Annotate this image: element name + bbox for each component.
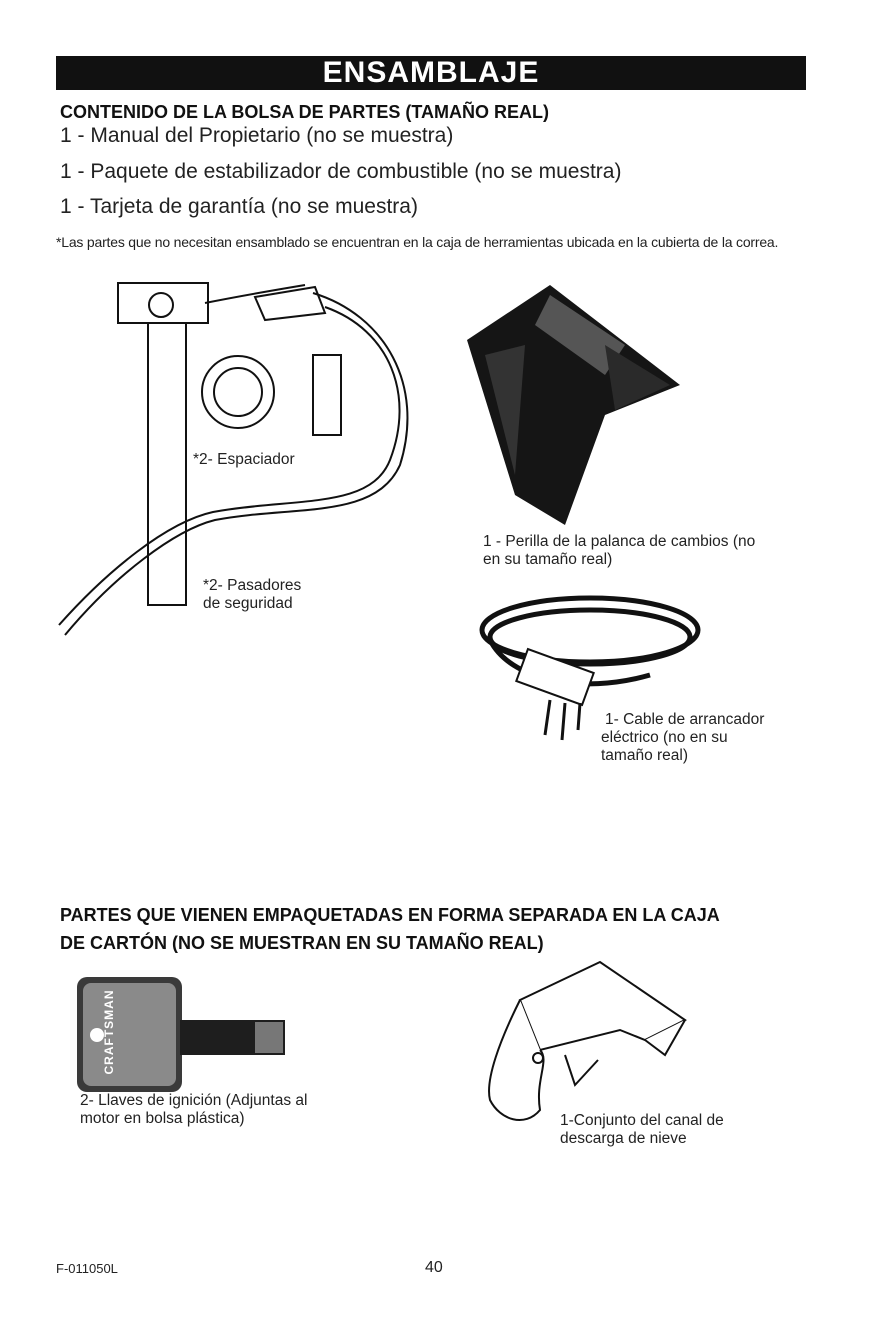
shift-knob-illustration: [455, 285, 695, 530]
separate-parts-heading: DE CARTÓN (NO SE MUESTRAN EN SU TAMAÑO REAL): [60, 933, 544, 953]
shift-knob-caption-line: 1 - Perilla de la palanca de cambios (no: [483, 533, 756, 550]
list-item: 1 - Manual del Propietario (no se muestra): [60, 124, 454, 147]
chute-caption-line: 1-Conjunto del canal de: [560, 1112, 724, 1129]
spacer-caption: *2- Espaciador: [193, 451, 295, 468]
list-item: 1 - Paquete de estabilizador de combustible (no se muestra): [60, 160, 622, 183]
list-item: 1 - Tarjeta de garantía (no se muestra): [60, 195, 418, 218]
separate-parts-heading: PARTES QUE VIENEN EMPAQUETADAS EN FORMA SEPARADA EN LA CAJA: [60, 905, 720, 925]
document-code: F-011050L: [56, 1261, 118, 1276]
parts-bag-heading: CONTENIDO DE LA BOLSA DE PARTES (TAMAÑO REAL): [60, 102, 549, 122]
ignition-key-caption-line: 2- Llaves de ignición (Adjuntas al: [80, 1092, 308, 1109]
starter-cord-caption-line: tamaño real): [601, 747, 689, 764]
section-banner: ENSAMBLAJE: [56, 56, 806, 90]
page-number: 40: [425, 1259, 443, 1276]
ignition-key-caption-line: motor en bolsa plástica): [80, 1110, 245, 1127]
key-brand-label: CRAFTSMAN: [102, 989, 116, 1075]
starter-cord-caption-line: 1- Cable de arrancador: [605, 711, 765, 728]
shift-knob-caption-line: en su tamaño real): [483, 551, 613, 568]
discharge-chute-illustration: [480, 960, 695, 1130]
toolbox-note: *Las partes que no necesitan ensamblado se encuentran en la caja de herramientas ubicada en la cubierta de la correa.: [56, 234, 779, 250]
chute-caption-line: descarga de nieve: [560, 1130, 687, 1147]
shear-pin-caption-line: *2- Pasadores: [203, 577, 302, 594]
shear-pin-caption-line: de seguridad: [203, 595, 293, 612]
starter-cord-caption-line: eléctrico (no en su: [601, 729, 728, 746]
